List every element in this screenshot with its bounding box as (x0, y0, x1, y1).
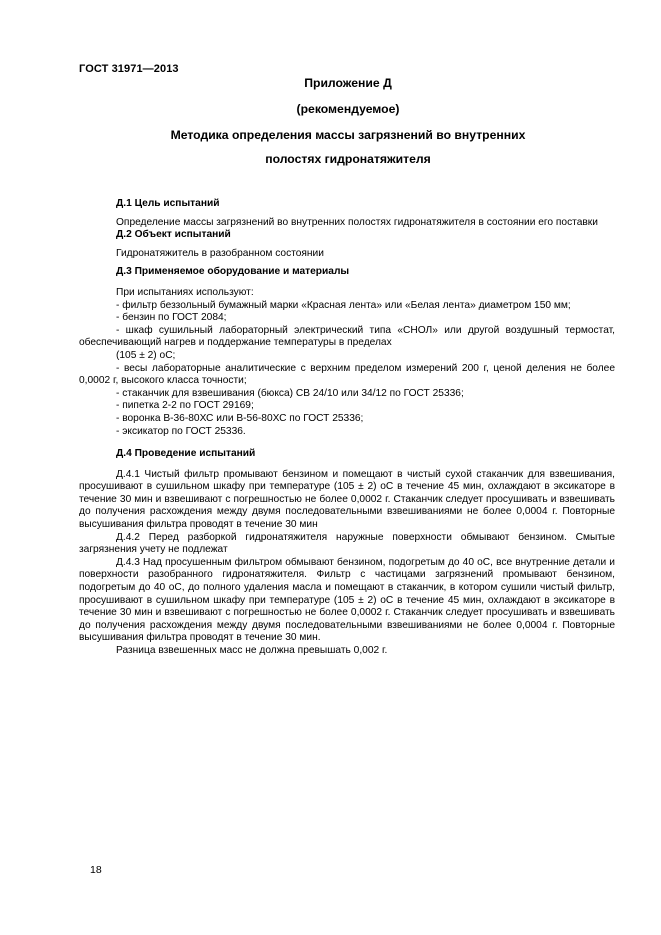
section-d1-heading: Д.1 Цель испытаний (116, 198, 220, 209)
section-d3-heading: Д.3 Применяемое оборудование и материалы (116, 266, 350, 278)
list-item: - пипетка 2-2 по ГОСТ 29169; (116, 400, 254, 412)
appendix-title: Приложение Д (304, 76, 392, 90)
method-title-line-1: Методика определения массы загрязнений во внутренних (170, 128, 526, 142)
section-d4-paragraph: Д.4.2 Перед разборкой гидронатяжителя наружные поверхности обмывают бензином. Смытые загрязнения учету не подлежат (79, 531, 615, 556)
appendix-status: (рекомендуемое) (296, 102, 400, 116)
section-d4-paragraph: Д.4.1 Чистый фильтр промывают бензином и помещают в чистый сухой стаканчик для взвешивания, просушивают в сушильном шкафу при температуре (105 ± 2) оС в течение 45 мин, охлаждают в эксикаторе в течение 30 мин и взвешивают с погрешностью не более 0,0002 г. Стаканчик следует просушивать и взвешивать до получения расхождения между двумя последовательными взвешиваниями не более 0,0004 г. Повторные высушивания фильтра проводят в течение 30 мин (79, 468, 615, 531)
page-number: 18 (90, 864, 102, 876)
document-body (79, 198, 615, 658)
list-item: - эксикатор по ГОСТ 25336. (116, 425, 246, 437)
list-item: - весы лабораторные аналитические с верхним пределом измерений 200 г, ценой деления не более 0,0002 г, высокого класса точности; (79, 362, 615, 387)
list-item: (105 ± 2) оС; (116, 349, 176, 361)
list-item: - фильтр беззольный бумажный марки «Красная лента» или «Белая лента» диаметром 150 мм; (116, 299, 571, 311)
section-d3-intro: При испытаниях используют: (116, 286, 254, 298)
list-item: - бензин по ГОСТ 2084; (116, 312, 227, 324)
list-item: - стаканчик для взвешивания (бюкса) СВ 24/10 или 34/12 по ГОСТ 25336; (116, 387, 464, 399)
document-code: ГОСТ 31971—2013 (79, 63, 179, 75)
list-item: - воронка В-36-80ХС или В-56-80ХС по ГОСТ 25336; (116, 412, 364, 424)
list-item: - шкаф сушильный лабораторный электрический типа «СНОЛ» или другой воздушный термостат, обеспечивающий нагрев и поддержание температуры в пределах (79, 324, 615, 349)
section-d4-paragraph: Разница взвешенных масс не должна превышать 0,002 г. (116, 645, 388, 656)
section-d1-text: Определение массы загрязнений во внутренних полостях гидронатяжителя в состоянии его поставки (116, 216, 598, 228)
method-title-line-2: полостях гидронатяжителя (265, 152, 431, 166)
section-d2-heading: Д.2 Объект испытаний (116, 229, 231, 241)
section-d4-heading: Д.4 Проведение испытаний (116, 448, 256, 460)
section-d4-paragraph: Д.4.3 Над просушенным фильтром обмывают бензином, подогретым до 40 оС, все внутренние детали и поверхности разобранного гидронатяжителя. Фильтр с частицами загрязнений промывают бензином, подогретым до 40 оС, до полного удаления масла и помещают в стаканчик, в котором сушили чистый фильтр, просушивают в сушильном шкафу при температуре (105 ± 2) оС в течение 45 мин, охлаждают в эксикаторе в течение 30 мин и взвешивают с погрешностью не более 0,0002 г. Стаканчик следует просушивать и взвешивать до получения расхождения между двумя последовательными взвешиваниями не более 0,0004 г. Повторные высушивания фильтра проводят в течение 30 мин. (79, 556, 615, 644)
section-d2-text: Гидронатяжитель в разобранном состоянии (116, 247, 324, 259)
